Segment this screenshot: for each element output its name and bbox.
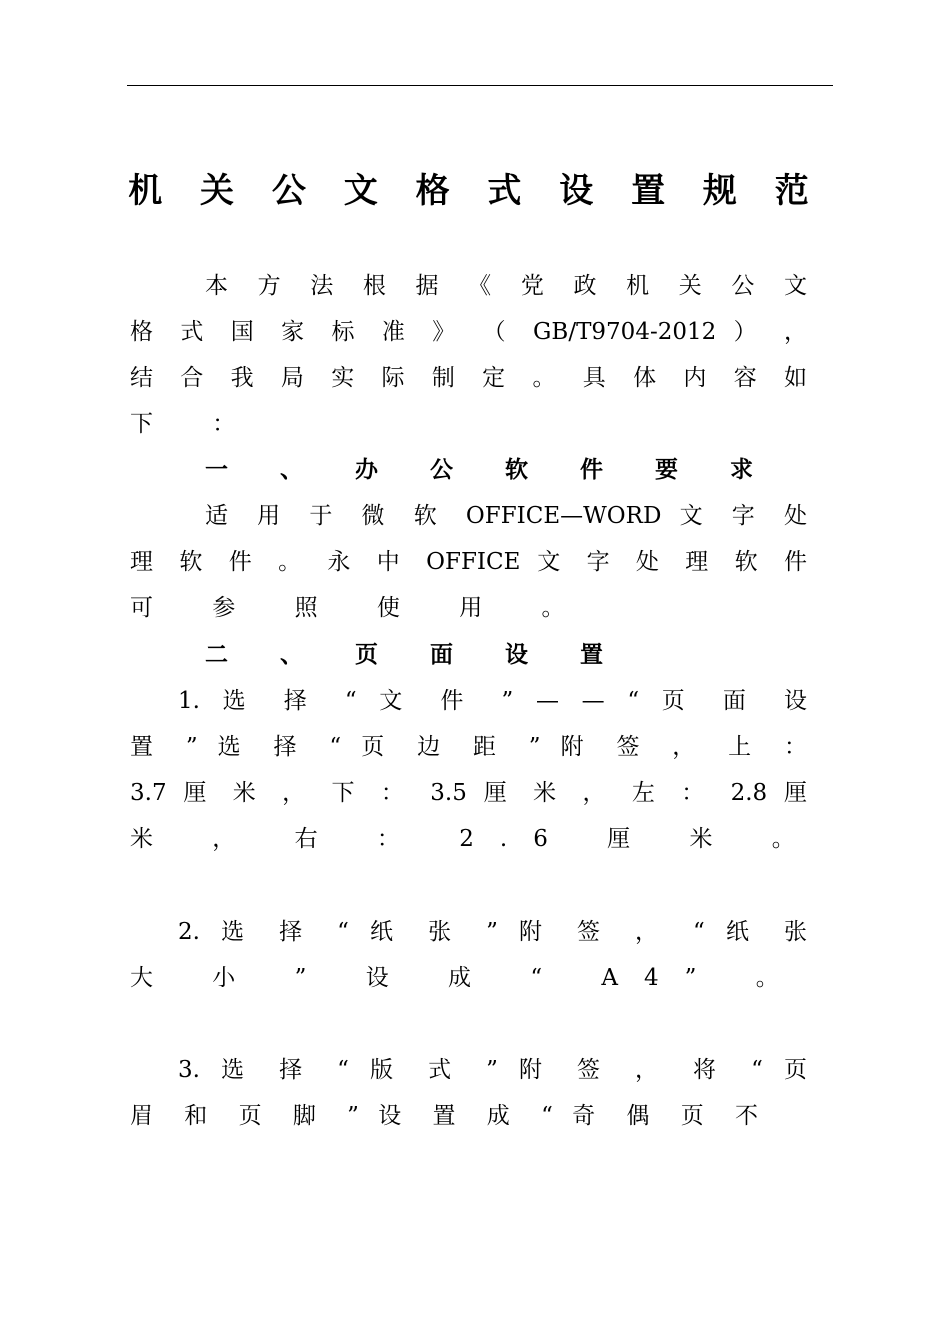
- document-title: 机 关 公 文 格 式 设 置 规 范: [128, 171, 822, 211]
- section1-line-1: 适 用 于 微 软 OFFICE—WORD 文 字 处: [205, 503, 807, 529]
- item3-line-1: 3. 选 择 “ 版 式 ” 附 签 ， 将 “ 页: [178, 1057, 807, 1083]
- item1-line-3: 3.7 厘 米 ， 下 ： 3.5 厘 米 ， 左 ： 2.8 厘: [130, 780, 807, 806]
- header-rule: [127, 85, 833, 86]
- section1-heading: 一 、 办 公 软 件 要 求: [205, 457, 776, 483]
- intro-line-4: 下 ：: [130, 411, 262, 437]
- section2-heading: 二 、 页 面 设 置: [205, 642, 626, 668]
- intro-line-3: 结 合 我 局 实 际 制 定 。 具 体 内 容 如: [130, 365, 807, 391]
- item2-line-1: 2. 选 择 “ 纸 张 ” 附 签 ， “ 纸 张: [178, 919, 807, 945]
- section1-line-3: 可 参 照 使 用 。: [130, 595, 591, 621]
- section1-line-2: 理 软 件 。 永 中 OFFICE 文 字 处 理 软 件: [130, 549, 807, 575]
- intro-line-2: 格 式 国 家 标 准 》 （ GB/T9704-2012 ） ，: [130, 319, 807, 345]
- item1-line-2: 置 ” 选 择 “ 页 边 距 ” 附 签 ， 上 ：: [130, 734, 807, 760]
- item3-line-2: 眉 和 页 脚 ” 设 置 成 “ 奇 偶 页 不: [130, 1103, 758, 1129]
- item2-line-2: 大 小 ” 设 成 “ A4” 。: [130, 965, 805, 991]
- intro-line-1: 本 方 法 根 据 《 党 政 机 关 公 文: [205, 273, 807, 299]
- item1-line-1: 1. 选 择 “ 文 件 ” — — “ 页 面 设: [178, 688, 807, 714]
- item1-line-4: 米 ， 右 ： 2.6 厘 米 。: [130, 826, 821, 852]
